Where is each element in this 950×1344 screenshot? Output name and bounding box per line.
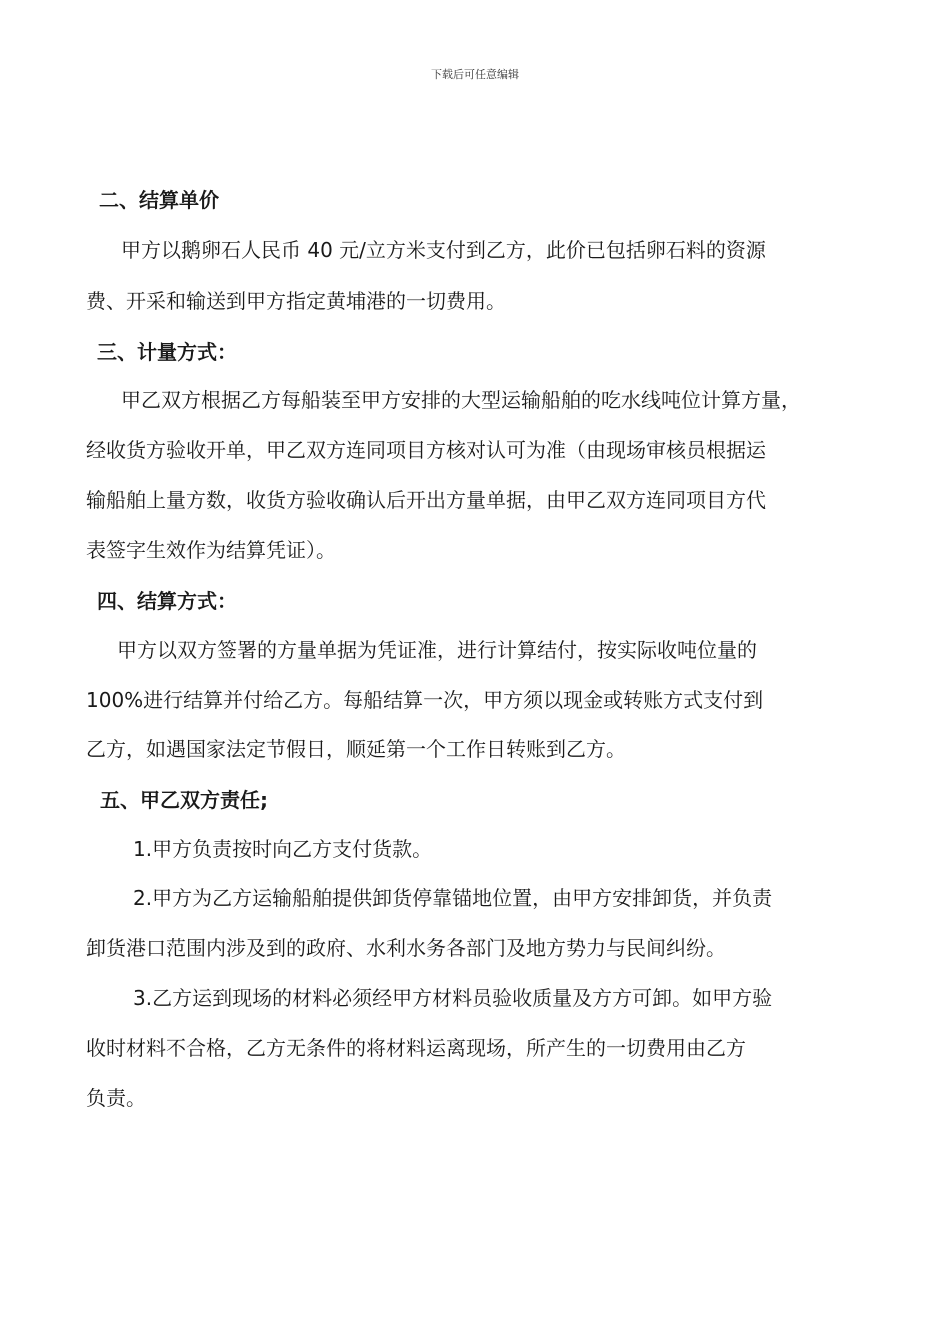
section-heading-5: 五、甲乙双方责任; (100, 788, 268, 812)
paragraph-line: 经收货方验收开单，甲乙双方连同项目方核对认可为准（由现场审核员根据运 (86, 438, 766, 462)
paragraph-line: 收时材料不合格，乙方无条件的将材料运离现场，所产生的一切费用由乙方 (86, 1036, 746, 1060)
paragraph-line: 甲方以双方签署的方量单据为凭证准，进行计算结付，按实际收吨位量的 (117, 638, 757, 662)
section-heading-3: 三、计量方式： (97, 340, 237, 364)
paragraph-line: 输船舶上量方数，收货方验收确认后开出方量单据，由甲乙双方连同项目方代 (86, 488, 766, 512)
paragraph-line: 甲方以鹅卵石人民币 40 元/立方米支付到乙方，此价已包括卵石料的资源 (121, 238, 766, 262)
paragraph-line: 卸货港口范围内涉及到的政府、水利水务各部门及地方势力与民间纠纷。 (86, 936, 726, 960)
paragraph-line: 100%进行结算并付给乙方。每船结算一次，甲方须以现金或转账方式支付到 (86, 688, 764, 712)
paragraph-line: 表签字生效作为结算凭证）。 (86, 538, 336, 562)
paragraph-line: 乙方，如遇国家法定节假日，顺延第一个工作日转账到乙方。 (86, 737, 626, 761)
paragraph-line: 甲乙双方根据乙方每船装至甲方安排的大型运输船舶的吃水线吨位计算方量， (121, 388, 801, 412)
list-item: 3.乙方运到现场的材料必须经甲方材料员验收质量及方方可卸。如甲方验 (133, 986, 773, 1010)
page-header: 下载后可任意编辑 (431, 68, 519, 81)
section-heading-4: 四、结算方式： (97, 589, 237, 613)
list-item: 2.甲方为乙方运输船舶提供卸货停靠锚地位置，由甲方安排卸货，并负责 (133, 886, 773, 910)
paragraph-line: 负责。 (86, 1086, 146, 1110)
section-heading-2: 二、结算单价 (99, 188, 219, 212)
list-item: 1.甲方负责按时向乙方支付货款。 (133, 837, 433, 861)
paragraph-line: 费、开采和输送到甲方指定黄埔港的一切费用。 (86, 289, 506, 313)
